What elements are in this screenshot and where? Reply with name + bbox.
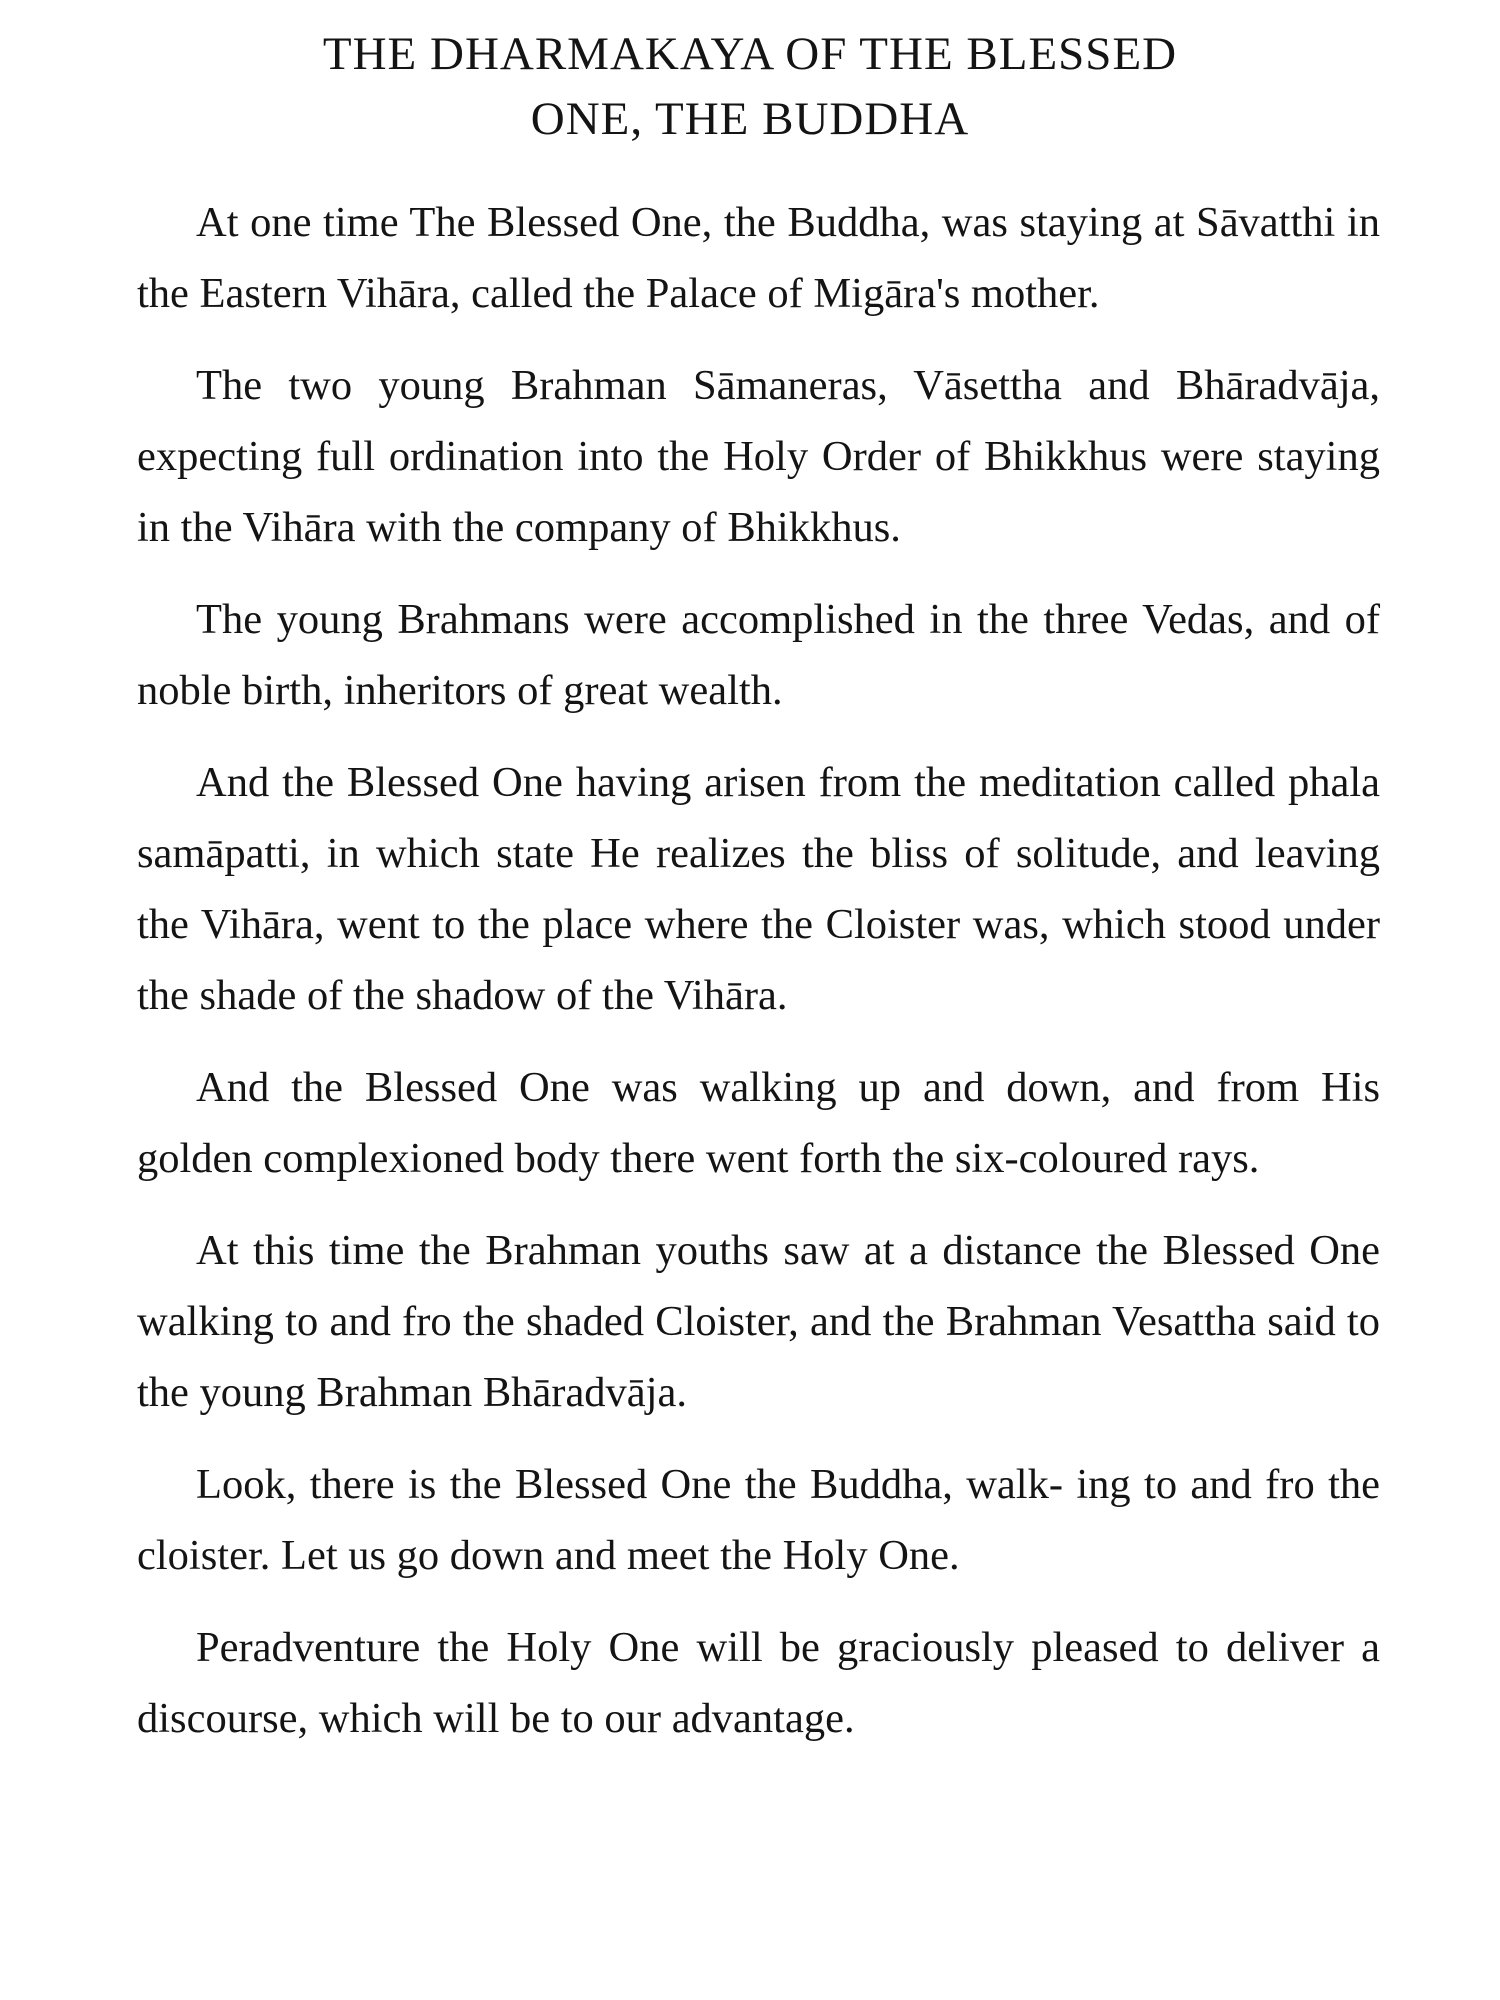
paragraph-8: Peradventure the Holy One will be graciously pleased to deliver a discourse, which will be to our advantage. xyxy=(137,1624,1380,1742)
paragraph-3: The young Brahmans were accomplished in the three Vedas, and of noble birth, inheritors of great wealth. xyxy=(137,596,1380,714)
body-text xyxy=(137,187,1380,1775)
paragraph-6: At this time the Brahman youths saw at a distance the Blessed One walking to and fro the shaded Cloister, and the Brahman Vesattha said to the young Brahman Bhāradvāja. xyxy=(137,1227,1380,1416)
paragraph-2: The two young Brahman Sāmaneras, Vāsettha and Bhāradvāja, expecting full ordination into the Holy Order of Bhikkhus were staying in the Vihāra with the company of Bhikkhus. xyxy=(137,362,1380,551)
paragraph-5: And the Blessed One was walking up and down, and from His golden complexioned body there went forth the six-coloured rays. xyxy=(137,1064,1380,1182)
paragraph-1: At one time The Blessed One, the Buddha, was staying at Sāvatthi in the Eastern Vihāra, called the Palace of Migāra's mother. xyxy=(137,199,1380,317)
chapter-title-line-2: ONE, THE BUDDHA xyxy=(530,93,970,145)
paragraph-4: And the Blessed One having arisen from the meditation called phala samāpatti, in which state He realizes the bliss of solitude, and leaving the Vihāra, went to the place where the Cloister was, which stood under the shade of the shadow of the Vihāra. xyxy=(137,759,1380,1019)
chapter-title-line-1: THE DHARMAKAYA OF THE BLESSED xyxy=(322,28,1178,80)
chapter-title xyxy=(0,22,1500,152)
paragraph-7: Look, there is the Blessed One the Buddha, walk- ing to and fro the cloister. Let us go down and meet the Holy One. xyxy=(137,1461,1380,1579)
